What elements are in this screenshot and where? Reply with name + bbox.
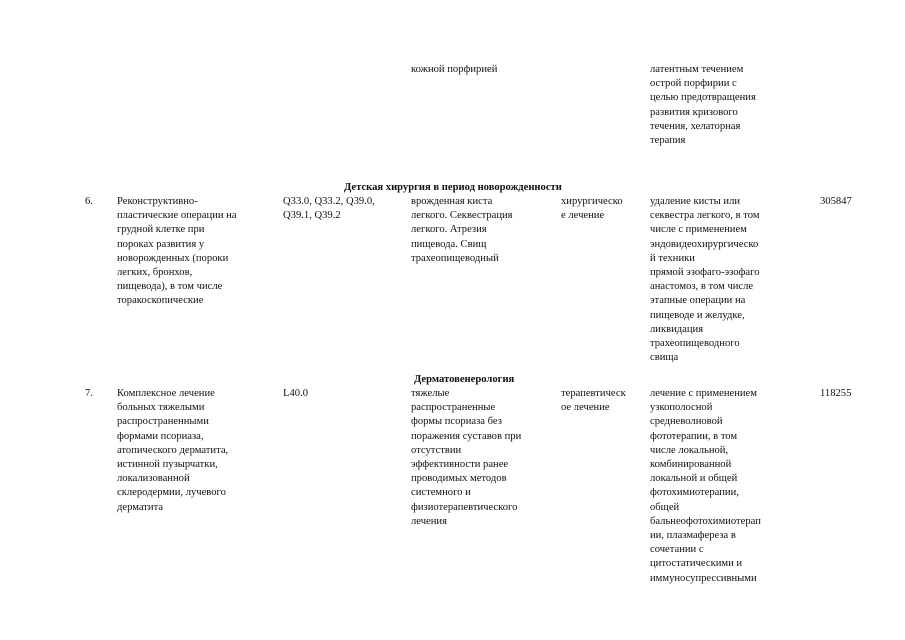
row-name: Комплексное лечение больных тяжелыми распространенными формами псориаза, атопического дерматита, истинной пузырчатки, локализованной склеродермии, лучевого дерматита (117, 388, 229, 513)
row-number: 7. (85, 388, 93, 399)
row-method: удаление кисты или секвестра легкого, в том числе с применением эндовидеохирургическо й техники прямой эзофаго-эзофаго анастомоз, в том числе этапные операции на пищеводе и желудке, ликвидация трахеопищеводного свища (650, 196, 760, 364)
row-codes: Q33.0, Q33.2, Q39.0, Q39.1, Q39.2 (283, 196, 375, 222)
continuation-diagnosis: кожной порфирией (411, 64, 498, 75)
row-method: лечение с применением узкополосной средневолновой фототерапии, в том числе локальной, комбинированной локальной и общей фотохимиотерапии, общей бальнеофотохимиотерап ии, плазмафереза в сочетании с цитостатическими и иммуносупрессивными (650, 388, 761, 584)
row-diagnosis: врожденная киста легкого. Секвестрация легкого. Атрезия пищевода. Свищ трахеопищеводный (411, 196, 513, 264)
continuation-treatment: латентным течением острой порфирии с целью предотвращения развития кризового течения, хелаторная терапия (650, 64, 756, 147)
row-treatment-type: хирургическо е лечение (561, 196, 623, 222)
row-codes: L40.0 (283, 388, 309, 399)
row-number: 6. (85, 196, 93, 207)
row-cost: 118255 (820, 388, 852, 399)
row-treatment-type: терапевтическ ое лечение (561, 388, 626, 414)
row-name: Реконструктивно- пластические операции на грудной клетке при пороках развития у новорожденных (пороки легких, бронхов, пищевода), в том числе торакоскопические (117, 196, 237, 307)
row-diagnosis: тяжелые распространенные формы псориаза без поражения суставов при отсутствии эффективности ранее проводимых методов системного и физиотерапевтического лечения (411, 388, 522, 527)
section-heading-dermatovenerology: Дерматовенерология (414, 374, 515, 385)
section-heading-pediatric-surgery: Детская хирургия в период новорожденности (344, 182, 562, 193)
row-cost: 305847 (820, 196, 852, 207)
